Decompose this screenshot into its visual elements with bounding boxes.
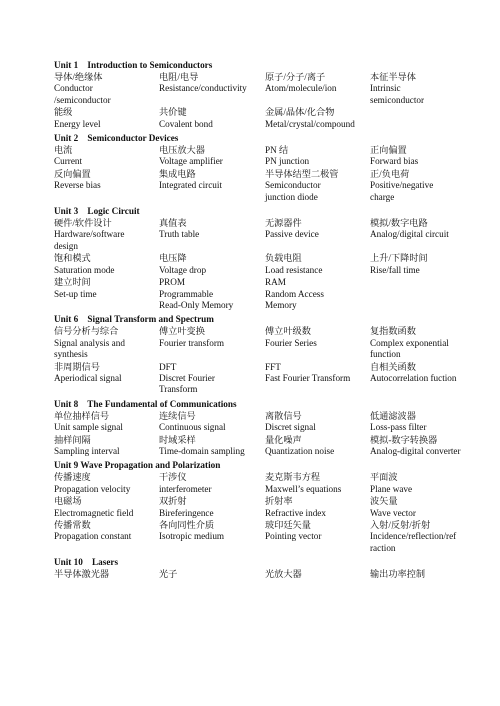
term-cell: 信号分析与综合 (54, 326, 119, 337)
term-row-english (54, 229, 474, 252)
term-cell: Random Access Memory (265, 288, 324, 310)
term-cell: Programmable Read-Only Memory (159, 288, 234, 310)
term-row-chinese (54, 218, 474, 229)
term-cell: Quantization noise (265, 445, 335, 456)
term-cell: Voltage amplifier (159, 156, 223, 167)
term-cell: 传播常数 (54, 520, 91, 530)
term-cell: RAM (265, 277, 286, 288)
term-cell: 反向偏置 (54, 168, 91, 179)
term-cell: Semiconductor junction diode (265, 180, 321, 202)
term-cell: 金属/晶体/化合物 (265, 107, 335, 118)
term-row-english (54, 265, 474, 276)
term-cell: 复指数函数 (370, 326, 416, 337)
unit-heading: Unit 6 Signal Transform and Spectrum (54, 314, 214, 325)
term-cell: 非周期信号 (54, 361, 100, 372)
term-row-english (54, 338, 474, 361)
term-cell: Maxwell’s equations (265, 483, 342, 494)
term-cell: 传播速度 (54, 472, 91, 483)
term-cell: 各向同性介质 (159, 520, 215, 530)
term-cell: Bireferingence (159, 507, 214, 518)
term-row-english (54, 119, 474, 130)
term-cell: Wave vector (370, 507, 416, 518)
term-cell: Analog/digital circuit (370, 229, 449, 240)
term-cell: 时域采样 (159, 434, 196, 445)
term-cell: 自相关函数 (370, 361, 416, 372)
term-cell: 原子/分子/离子 (265, 72, 326, 82)
term-row-english (54, 422, 474, 433)
term-cell: Discret Fourier Transform (159, 372, 215, 395)
term-cell: Fourier Series (265, 337, 317, 348)
term-cell: 平面波 (370, 472, 398, 483)
term-cell: Propagation velocity (54, 483, 131, 494)
term-cell: 入射/反射/折射 (370, 520, 431, 530)
term-row-english (54, 289, 474, 312)
term-cell: Aperiodical signal (54, 372, 122, 383)
term-cell: 输出功率控制 (370, 569, 426, 580)
term-cell: Passive device (265, 229, 319, 240)
term-cell: Signal analysis and synthesis (54, 337, 125, 360)
term-cell: Set-up time (54, 288, 97, 299)
term-cell: Isotropic medium (159, 531, 225, 542)
term-cell: 半导体激光器 (54, 569, 110, 580)
term-cell: 麦克斯韦方程 (265, 472, 321, 483)
term-cell: 饱和模式 (54, 253, 91, 264)
term-cell: Sampling interval (54, 445, 120, 456)
unit-heading: Unit 3 Logic Circuit (54, 206, 140, 217)
term-cell: 电流 (54, 145, 73, 156)
term-cell: 电阻/电导 (159, 72, 199, 82)
term-cell: 能级 (54, 107, 73, 118)
term-cell: DFT (159, 361, 177, 372)
term-cell: Fast Fourier Transform (265, 372, 351, 383)
term-cell (370, 277, 474, 288)
term-cell: 电压放大器 (159, 145, 205, 156)
term-cell: 真值表 (159, 218, 187, 229)
term-cell (370, 289, 474, 312)
term-cell: Rise/fall time (370, 264, 420, 275)
term-cell: 无源器件 (265, 218, 302, 229)
term-row-english (54, 180, 474, 203)
term-row-chinese (54, 362, 474, 373)
term-cell: 模拟-数字转换器 (370, 434, 438, 445)
term-cell: Forward bias (370, 156, 419, 167)
term-cell: Reverse bias (54, 180, 101, 191)
term-cell: 模拟/数字电路 (370, 218, 428, 229)
term-row-english (54, 156, 474, 167)
term-cell: 折射率 (265, 496, 293, 507)
term-row-chinese (54, 496, 474, 507)
term-cell: Pointing vector (265, 531, 322, 542)
term-cell: 光放大器 (265, 569, 302, 580)
term-cell: Fourier transform (159, 337, 225, 348)
term-cell: Truth table (159, 229, 200, 240)
term-cell: Conductor /semiconductor (54, 83, 111, 105)
term-cell: Resistance/conductivity (159, 83, 247, 94)
term-cell: Covalent bond (159, 118, 213, 129)
term-cell: 负载电阻 (265, 253, 302, 264)
term-cell: Loss-pass filter (370, 422, 427, 433)
term-cell: 电磁场 (54, 496, 82, 507)
term-row-chinese (54, 411, 474, 422)
term-cell: 量化噪声 (265, 434, 302, 445)
term-cell (370, 119, 474, 130)
term-cell: 波矢量 (370, 496, 398, 507)
term-cell: Autocorrelation fuction (370, 372, 457, 383)
term-cell: Intrinsic semiconductor (370, 83, 425, 105)
vocabulary-document (54, 57, 474, 581)
unit-heading: Unit 2 Semiconductor Devices (54, 133, 179, 144)
term-cell: 玻印廷矢量 (265, 520, 311, 530)
term-cell: Electromagnetic field (54, 507, 134, 518)
unit-heading: Unit 10 Lasers (54, 557, 119, 568)
term-cell: FFT (265, 361, 281, 372)
term-row-chinese (54, 253, 474, 264)
term-cell: Metal/crystal/compound (265, 118, 355, 129)
term-cell: 傅立叶变换 (159, 326, 205, 337)
unit-heading: Unit 9 Wave Propagation and Polarization (54, 460, 221, 471)
term-cell: Continuous signal (159, 422, 226, 433)
term-cell: Analog-digital converter (370, 445, 461, 456)
term-row-english (54, 83, 474, 106)
term-cell: Load resistance (265, 264, 323, 275)
term-cell: Discret signal (265, 422, 316, 433)
term-cell: Complex exponential function (370, 337, 449, 360)
term-row-chinese (54, 277, 474, 288)
term-row-chinese (54, 107, 474, 118)
term-cell: 硬件/软件设计 (54, 218, 112, 229)
term-cell: Atom/molecule/ion (265, 83, 337, 94)
term-cell: Saturation mode (54, 264, 115, 275)
term-cell: 离散信号 (265, 410, 302, 421)
term-cell: 单位抽样信号 (54, 410, 110, 421)
term-cell: 本征半导体 (370, 72, 416, 82)
unit-heading: Unit 8 The Fundamental of Communications (54, 398, 237, 409)
term-cell: 共价键 (159, 107, 187, 118)
term-cell: Voltage drop (159, 264, 207, 275)
term-cell: 导体/绝缘体 (54, 72, 103, 82)
term-row-english (54, 446, 474, 457)
term-row-chinese (54, 569, 474, 580)
term-cell: 干涉仪 (159, 472, 187, 483)
term-cell: 正向偏置 (370, 145, 407, 156)
term-row-english (54, 508, 474, 519)
term-cell: Energy level (54, 118, 101, 129)
term-cell: Incidence/reflection/ref raction (370, 531, 457, 553)
term-cell: 建立时间 (54, 277, 91, 288)
term-row-chinese (54, 472, 474, 483)
term-cell: 正/负电荷 (370, 168, 410, 179)
term-row-chinese (54, 145, 474, 156)
term-cell: Refractive index (265, 507, 326, 518)
term-cell: Time-domain sampling (159, 445, 245, 456)
term-row-english (54, 531, 474, 554)
term-cell: 连续信号 (159, 410, 196, 421)
term-cell: 抽样间隔 (54, 434, 91, 445)
term-cell: Propagation constant (54, 531, 132, 542)
term-cell: 半导体结型二极管 (265, 168, 339, 179)
term-cell: PN junction (265, 156, 310, 167)
term-row-chinese (54, 72, 474, 83)
term-row-chinese (54, 169, 474, 180)
term-cell: PROM (159, 277, 186, 288)
term-row-chinese (54, 326, 474, 337)
term-cell: Integrated circuit (159, 180, 223, 191)
unit-heading: Unit 1 Introduction to Semiconductors (54, 60, 213, 70)
term-cell: 傅立叶级数 (265, 326, 311, 337)
term-cell: PN 结 (265, 145, 289, 156)
term-row-chinese (54, 435, 474, 446)
term-cell: Unit sample signal (54, 422, 123, 433)
term-cell: Current (54, 156, 83, 167)
term-cell: 上升/下降时间 (370, 253, 428, 264)
term-cell: 低通滤波器 (370, 410, 416, 421)
term-cell: Hardware/software design (54, 229, 125, 251)
term-cell: Positive/negative charge (370, 180, 434, 202)
term-cell: 电压降 (159, 253, 187, 264)
term-cell: 集成电路 (159, 168, 196, 179)
term-cell: Plane wave (370, 483, 413, 494)
term-cell (370, 107, 474, 118)
term-row-english (54, 484, 474, 495)
term-cell: 双折射 (159, 496, 187, 507)
term-row-english (54, 373, 474, 396)
term-row-chinese (54, 520, 474, 531)
term-cell: 光子 (159, 569, 178, 580)
term-cell: interferometer (159, 483, 212, 494)
